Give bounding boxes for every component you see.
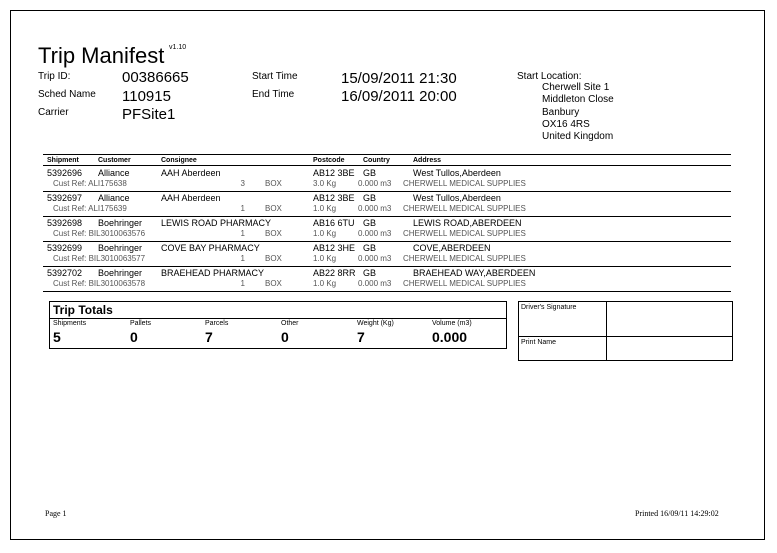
other-total: 0: [281, 329, 289, 345]
country: GB: [363, 243, 377, 253]
col-header-customer: Customer: [98, 157, 131, 164]
trip-totals-box: [49, 301, 507, 349]
unit: BOX: [265, 204, 282, 213]
address-line: Middleton Close: [542, 94, 614, 106]
carrier-label: Carrier: [38, 107, 69, 118]
country: GB: [363, 168, 377, 178]
page-number: Page 1: [45, 509, 67, 518]
other-label: Other: [281, 320, 299, 327]
consignee: AAH Aberdeen: [161, 193, 221, 203]
trip-totals-title: Trip Totals: [53, 303, 113, 317]
customer: Boehringer: [98, 243, 143, 253]
page-title: Trip Manifest: [38, 43, 165, 68]
supplier: CHERWELL MEDICAL SUPPLIES: [403, 254, 526, 263]
table-bottom-rule: [43, 291, 731, 292]
volume: 0.000 m3: [358, 204, 392, 213]
col-header-address: Address: [413, 157, 442, 164]
drivers-signature-label: Driver's Signature: [521, 304, 577, 311]
volume-total: 0.000: [432, 329, 468, 345]
consignee: BRAEHEAD PHARMACY: [161, 268, 265, 278]
quantity: 1: [240, 204, 245, 213]
trip-id-value: 00386665: [122, 69, 189, 86]
weight: 1.0 Kg: [313, 229, 337, 238]
cust-ref: Cust Ref: BIL3010063577: [53, 254, 146, 263]
volume: 0.000 m3: [358, 279, 392, 288]
row-divider: [43, 241, 731, 242]
weight-total: 7: [357, 329, 365, 345]
address: West Tullos,Aberdeen: [413, 193, 501, 203]
consignee: AAH Aberdeen: [161, 168, 221, 178]
quantity: 1: [240, 254, 245, 263]
shipments-label: Shipments: [53, 320, 87, 327]
cust-ref: Cust Ref: BIL3010063578: [53, 279, 146, 288]
volume: 0.000 m3: [358, 229, 392, 238]
customer: Alliance: [98, 193, 130, 203]
col-header-consignee: Consignee: [161, 157, 197, 164]
shipment-id: 5392697: [47, 193, 83, 203]
table-row: [11, 243, 751, 267]
version-label: v1.10: [169, 44, 187, 51]
row-divider: [43, 216, 731, 217]
carrier-value: PFSite1: [122, 106, 176, 123]
printed-timestamp: Printed 16/09/11 14:29:02: [635, 509, 719, 518]
quantity: 1: [240, 279, 245, 288]
print-name-label: Print Name: [521, 339, 557, 346]
weight: 1.0 Kg: [313, 254, 337, 263]
col-header-shipment: Shipment: [47, 157, 79, 164]
start-location-address: [542, 82, 614, 143]
row-divider: [43, 191, 731, 192]
customer: Boehringer: [98, 218, 143, 228]
country: GB: [363, 218, 377, 228]
address-line: Cherwell Site 1: [542, 82, 610, 93]
volume: 0.000 m3: [358, 254, 392, 263]
unit: BOX: [265, 254, 282, 263]
address: COVE,ABERDEEN: [413, 243, 491, 253]
weight: 1.0 Kg: [313, 279, 337, 288]
volume-label: Volume (m3): [432, 320, 472, 327]
table-row: [11, 268, 751, 292]
postcode: AB12 3BE: [313, 193, 355, 203]
address: BRAEHEAD WAY,ABERDEEN: [413, 268, 536, 278]
shipment-id: 5392702: [47, 268, 83, 278]
pallets-total: 0: [130, 329, 138, 345]
quantity: 3: [240, 179, 245, 188]
shipments-total: 5: [53, 329, 61, 345]
table-top-rule: [43, 154, 731, 155]
sched-name-value: 110915: [122, 88, 171, 105]
address: LEWIS ROAD,ABERDEEN: [413, 218, 522, 228]
shipment-id: 5392699: [47, 243, 83, 253]
postcode: AB12 3HE: [313, 243, 356, 253]
col-header-postcode: Postcode: [313, 157, 345, 164]
postcode: AB16 6TU: [313, 218, 355, 228]
cust-ref: Cust Ref: ALI175638: [53, 179, 127, 188]
country: GB: [363, 193, 377, 203]
customer: Alliance: [98, 168, 130, 178]
signature-box: [518, 301, 733, 361]
start-time-value: 15/09/2011 21:30: [341, 70, 457, 87]
shipment-id: 5392698: [47, 218, 83, 228]
cust-ref: Cust Ref: ALI175639: [53, 204, 127, 213]
table-header-rule: [43, 165, 731, 166]
cust-ref: Cust Ref: BIL3010063576: [53, 229, 146, 238]
supplier: CHERWELL MEDICAL SUPPLIES: [403, 179, 526, 188]
end-time-label: End Time: [252, 89, 295, 100]
unit: BOX: [265, 179, 282, 188]
manifest-page: [10, 10, 765, 540]
postcode: AB22 8RR: [313, 268, 356, 278]
parcels-total: 7: [205, 329, 213, 345]
table-row: [11, 193, 751, 217]
address-line: OX16 4RS: [542, 118, 590, 130]
table-row: [11, 218, 751, 242]
weight: 3.0 Kg: [313, 179, 337, 188]
parcels-label: Parcels: [205, 320, 229, 327]
customer: Boehringer: [98, 268, 143, 278]
pallets-label: Pallets: [130, 320, 152, 327]
volume: 0.000 m3: [358, 179, 392, 188]
consignee: COVE BAY PHARMACY: [161, 243, 260, 253]
trip-id-label: Trip ID:: [38, 71, 71, 82]
consignee: LEWIS ROAD PHARMACY: [161, 218, 272, 228]
supplier: CHERWELL MEDICAL SUPPLIES: [403, 204, 526, 213]
quantity: 1: [240, 229, 245, 238]
address-line: Banbury: [542, 106, 580, 118]
country: GB: [363, 268, 377, 278]
weight: 1.0 Kg: [313, 204, 337, 213]
weight-label: Weight (Kg): [357, 320, 394, 327]
shipment-id: 5392696: [47, 168, 83, 178]
col-header-country: Country: [363, 157, 390, 164]
sched-name-label: Sched Name: [38, 89, 96, 100]
unit: BOX: [265, 229, 282, 238]
table-row: [11, 168, 751, 192]
end-time-value: 16/09/2011 20:00: [341, 88, 457, 105]
address-line: United Kingdom: [542, 131, 614, 143]
postcode: AB12 3BE: [313, 168, 355, 178]
start-location-label: Start Location:: [517, 71, 582, 82]
address: West Tullos,Aberdeen: [413, 168, 501, 178]
row-divider: [43, 266, 731, 267]
start-time-label: Start Time: [252, 71, 298, 82]
supplier: CHERWELL MEDICAL SUPPLIES: [403, 279, 526, 288]
unit: BOX: [265, 279, 282, 288]
supplier: CHERWELL MEDICAL SUPPLIES: [403, 229, 526, 238]
